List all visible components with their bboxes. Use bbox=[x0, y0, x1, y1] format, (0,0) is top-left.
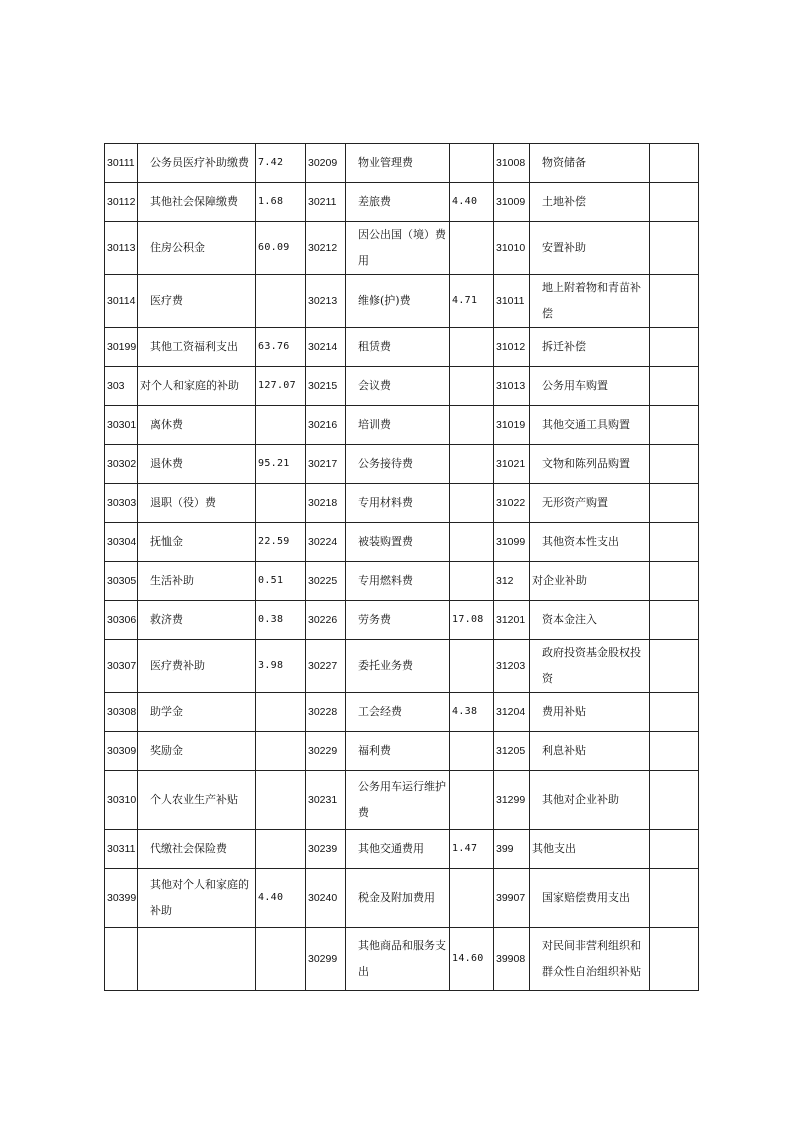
item-amount: 60.09 bbox=[256, 222, 306, 275]
item-name: 被装购置费 bbox=[346, 523, 450, 562]
table-row bbox=[105, 732, 699, 771]
item-name: 资本金注入 bbox=[530, 601, 650, 640]
item-amount: 1.68 bbox=[256, 183, 306, 222]
item-code: 30310 bbox=[105, 771, 138, 830]
item-name: 对民间非营利组织和群众性自治组织补贴 bbox=[530, 928, 650, 991]
item-code: 31204 bbox=[494, 693, 530, 732]
table-row bbox=[105, 144, 699, 183]
item-amount bbox=[450, 328, 494, 367]
item-name: 公务接待费 bbox=[346, 445, 450, 484]
item-code: 30112 bbox=[105, 183, 138, 222]
item-amount: 14.60 bbox=[450, 928, 494, 991]
item-amount bbox=[450, 640, 494, 693]
table-row bbox=[105, 693, 699, 732]
item-code bbox=[105, 928, 138, 991]
item-name: 其他社会保障缴费 bbox=[138, 183, 256, 222]
item-name: 维修(护)费 bbox=[346, 275, 450, 328]
item-name: 专用燃料费 bbox=[346, 562, 450, 601]
item-code: 30399 bbox=[105, 869, 138, 928]
item-code: 30308 bbox=[105, 693, 138, 732]
item-name: 医疗费补助 bbox=[138, 640, 256, 693]
item-amount: 22.59 bbox=[256, 523, 306, 562]
item-amount bbox=[650, 693, 699, 732]
item-amount: 4.40 bbox=[256, 869, 306, 928]
item-code: 30226 bbox=[306, 601, 346, 640]
item-amount bbox=[650, 406, 699, 445]
item-name: 其他对个人和家庭的补助 bbox=[138, 869, 256, 928]
item-code: 31203 bbox=[494, 640, 530, 693]
item-amount bbox=[650, 640, 699, 693]
item-code: 30217 bbox=[306, 445, 346, 484]
item-name: 福利费 bbox=[346, 732, 450, 771]
item-code: 31299 bbox=[494, 771, 530, 830]
item-code: 30299 bbox=[306, 928, 346, 991]
item-amount bbox=[650, 144, 699, 183]
item-code: 31022 bbox=[494, 484, 530, 523]
item-name: 工会经费 bbox=[346, 693, 450, 732]
item-amount bbox=[650, 275, 699, 328]
item-name: 离休费 bbox=[138, 406, 256, 445]
item-code: 30301 bbox=[105, 406, 138, 445]
item-amount bbox=[650, 771, 699, 830]
item-code: 31009 bbox=[494, 183, 530, 222]
item-code: 31008 bbox=[494, 144, 530, 183]
item-code: 30303 bbox=[105, 484, 138, 523]
item-code: 30218 bbox=[306, 484, 346, 523]
table-row bbox=[105, 830, 699, 869]
item-name: 会议费 bbox=[346, 367, 450, 406]
item-name bbox=[138, 928, 256, 991]
item-code: 30211 bbox=[306, 183, 346, 222]
table-row bbox=[105, 328, 699, 367]
table-row bbox=[105, 562, 699, 601]
item-amount bbox=[650, 562, 699, 601]
item-amount bbox=[450, 484, 494, 523]
item-code: 31205 bbox=[494, 732, 530, 771]
item-code: 30227 bbox=[306, 640, 346, 693]
item-amount bbox=[256, 830, 306, 869]
item-name: 租赁费 bbox=[346, 328, 450, 367]
item-name: 税金及附加费用 bbox=[346, 869, 450, 928]
item-amount bbox=[650, 484, 699, 523]
item-name: 公务用车购置 bbox=[530, 367, 650, 406]
item-name: 培训费 bbox=[346, 406, 450, 445]
table-row bbox=[105, 928, 699, 991]
item-code: 31201 bbox=[494, 601, 530, 640]
item-amount bbox=[256, 771, 306, 830]
item-amount bbox=[650, 183, 699, 222]
item-amount bbox=[650, 601, 699, 640]
item-name: 公务用车运行维护费 bbox=[346, 771, 450, 830]
item-name: 对个人和家庭的补助 bbox=[138, 367, 256, 406]
item-name: 生活补助 bbox=[138, 562, 256, 601]
item-amount bbox=[450, 869, 494, 928]
item-code: 30224 bbox=[306, 523, 346, 562]
item-code: 30114 bbox=[105, 275, 138, 328]
item-name: 差旅费 bbox=[346, 183, 450, 222]
item-code: 30309 bbox=[105, 732, 138, 771]
item-name: 物业管理费 bbox=[346, 144, 450, 183]
item-name: 因公出国（境）费用 bbox=[346, 222, 450, 275]
table-row bbox=[105, 445, 699, 484]
item-amount bbox=[256, 928, 306, 991]
item-amount bbox=[650, 830, 699, 869]
item-code: 31010 bbox=[494, 222, 530, 275]
item-name: 对企业补助 bbox=[530, 562, 650, 601]
item-code: 30228 bbox=[306, 693, 346, 732]
item-code: 30213 bbox=[306, 275, 346, 328]
item-code: 30311 bbox=[105, 830, 138, 869]
item-code: 31011 bbox=[494, 275, 530, 328]
item-name: 其他工资福利支出 bbox=[138, 328, 256, 367]
item-amount bbox=[450, 406, 494, 445]
item-name: 委托业务费 bbox=[346, 640, 450, 693]
item-amount bbox=[650, 445, 699, 484]
item-amount: 7.42 bbox=[256, 144, 306, 183]
item-name: 退休费 bbox=[138, 445, 256, 484]
item-amount: 4.40 bbox=[450, 183, 494, 222]
table-row bbox=[105, 771, 699, 830]
item-code: 30215 bbox=[306, 367, 346, 406]
item-amount bbox=[450, 771, 494, 830]
item-amount bbox=[450, 222, 494, 275]
table-row bbox=[105, 869, 699, 928]
item-name: 代缴社会保险费 bbox=[138, 830, 256, 869]
table-row bbox=[105, 367, 699, 406]
table-row bbox=[105, 183, 699, 222]
item-name: 利息补贴 bbox=[530, 732, 650, 771]
item-name: 物资储备 bbox=[530, 144, 650, 183]
table-row bbox=[105, 601, 699, 640]
item-amount bbox=[256, 406, 306, 445]
item-code: 30111 bbox=[105, 144, 138, 183]
item-amount: 1.47 bbox=[450, 830, 494, 869]
item-amount: 4.38 bbox=[450, 693, 494, 732]
item-amount bbox=[450, 144, 494, 183]
item-name: 其他交通费用 bbox=[346, 830, 450, 869]
item-code: 31013 bbox=[494, 367, 530, 406]
item-code: 30113 bbox=[105, 222, 138, 275]
item-amount bbox=[650, 328, 699, 367]
item-amount bbox=[450, 445, 494, 484]
item-code: 312 bbox=[494, 562, 530, 601]
item-amount: 0.38 bbox=[256, 601, 306, 640]
item-name: 政府投资基金股权投资 bbox=[530, 640, 650, 693]
item-code: 31019 bbox=[494, 406, 530, 445]
table-row bbox=[105, 275, 699, 328]
item-amount bbox=[256, 732, 306, 771]
item-code: 30199 bbox=[105, 328, 138, 367]
item-name: 无形资产购置 bbox=[530, 484, 650, 523]
item-name: 公务员医疗补助缴费 bbox=[138, 144, 256, 183]
item-code: 30306 bbox=[105, 601, 138, 640]
item-amount bbox=[650, 367, 699, 406]
item-amount: 4.71 bbox=[450, 275, 494, 328]
item-code: 30304 bbox=[105, 523, 138, 562]
item-code: 31012 bbox=[494, 328, 530, 367]
item-name: 劳务费 bbox=[346, 601, 450, 640]
item-name: 住房公积金 bbox=[138, 222, 256, 275]
item-amount bbox=[450, 562, 494, 601]
item-amount bbox=[256, 275, 306, 328]
item-code: 30214 bbox=[306, 328, 346, 367]
item-name: 抚恤金 bbox=[138, 523, 256, 562]
item-name: 奖励金 bbox=[138, 732, 256, 771]
item-amount bbox=[650, 222, 699, 275]
table-row bbox=[105, 523, 699, 562]
item-code: 31099 bbox=[494, 523, 530, 562]
item-code: 30216 bbox=[306, 406, 346, 445]
item-code: 30302 bbox=[105, 445, 138, 484]
item-name: 文物和陈列品购置 bbox=[530, 445, 650, 484]
item-amount: 95.21 bbox=[256, 445, 306, 484]
item-name: 退职（役）费 bbox=[138, 484, 256, 523]
item-amount bbox=[450, 732, 494, 771]
item-code: 30307 bbox=[105, 640, 138, 693]
item-code: 30231 bbox=[306, 771, 346, 830]
item-name: 其他商品和服务支出 bbox=[346, 928, 450, 991]
table-row bbox=[105, 484, 699, 523]
item-name: 救济费 bbox=[138, 601, 256, 640]
item-code: 39908 bbox=[494, 928, 530, 991]
item-amount bbox=[650, 928, 699, 991]
item-code: 399 bbox=[494, 830, 530, 869]
item-name: 助学金 bbox=[138, 693, 256, 732]
table-row bbox=[105, 406, 699, 445]
item-code: 30239 bbox=[306, 830, 346, 869]
table-row bbox=[105, 640, 699, 693]
item-amount bbox=[256, 693, 306, 732]
item-name: 其他对企业补助 bbox=[530, 771, 650, 830]
item-amount: 17.08 bbox=[450, 601, 494, 640]
item-code: 30305 bbox=[105, 562, 138, 601]
table-row bbox=[105, 222, 699, 275]
item-code: 30209 bbox=[306, 144, 346, 183]
item-amount bbox=[450, 523, 494, 562]
item-name: 土地补偿 bbox=[530, 183, 650, 222]
item-amount bbox=[256, 484, 306, 523]
item-amount: 127.07 bbox=[256, 367, 306, 406]
item-name: 个人农业生产补贴 bbox=[138, 771, 256, 830]
item-amount: 3.98 bbox=[256, 640, 306, 693]
item-name: 费用补贴 bbox=[530, 693, 650, 732]
item-code: 39907 bbox=[494, 869, 530, 928]
item-code: 30225 bbox=[306, 562, 346, 601]
item-code: 30212 bbox=[306, 222, 346, 275]
item-code: 30229 bbox=[306, 732, 346, 771]
item-amount bbox=[650, 869, 699, 928]
item-code: 30240 bbox=[306, 869, 346, 928]
item-name: 专用材料费 bbox=[346, 484, 450, 523]
item-code: 303 bbox=[105, 367, 138, 406]
expenditure-table bbox=[104, 143, 699, 991]
item-name: 其他支出 bbox=[530, 830, 650, 869]
item-amount bbox=[650, 523, 699, 562]
item-name: 国家赔偿费用支出 bbox=[530, 869, 650, 928]
item-name: 其他资本性支出 bbox=[530, 523, 650, 562]
item-name: 其他交通工具购置 bbox=[530, 406, 650, 445]
item-code: 31021 bbox=[494, 445, 530, 484]
item-name: 拆迁补偿 bbox=[530, 328, 650, 367]
item-name: 安置补助 bbox=[530, 222, 650, 275]
item-amount: 63.76 bbox=[256, 328, 306, 367]
item-name: 医疗费 bbox=[138, 275, 256, 328]
item-name: 地上附着物和青苗补偿 bbox=[530, 275, 650, 328]
item-amount bbox=[450, 367, 494, 406]
item-amount bbox=[650, 732, 699, 771]
item-amount: 0.51 bbox=[256, 562, 306, 601]
